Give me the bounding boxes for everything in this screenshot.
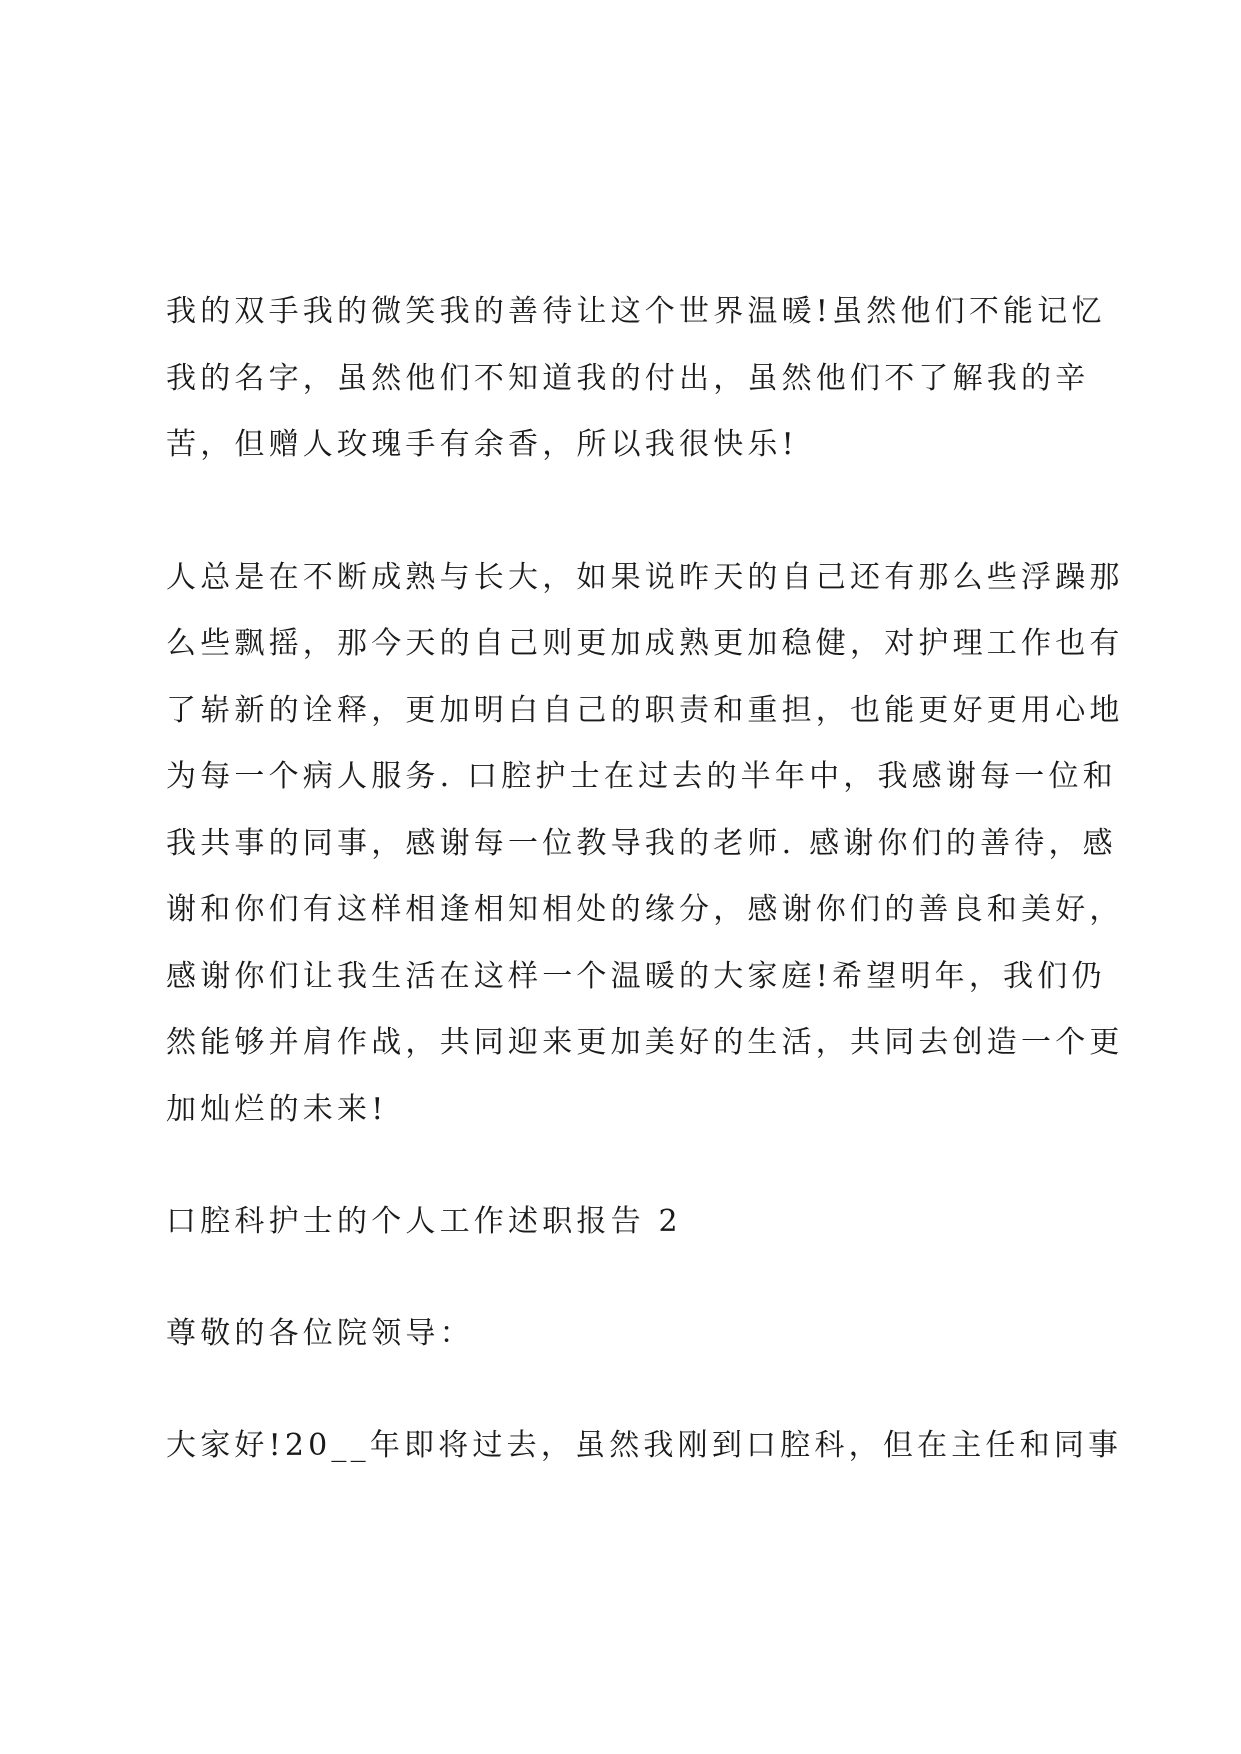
paragraph-2-line-4: 为每一个病人服务. 口腔护士在过去的半年中，我感谢每一位和 bbox=[166, 759, 1117, 794]
salutation: 尊敬的各位院领导： bbox=[166, 1316, 474, 1351]
paragraph-3-line-1: 大家好!20__年即将过去，虽然我刚到口腔科，但在主任和同事 bbox=[166, 1428, 1123, 1463]
paragraph-2-line-9: 加灿烂的未来! bbox=[166, 1092, 388, 1127]
paragraph-1-line-2: 我的名字，虽然他们不知道我的付出，虽然他们不了解我的辛 bbox=[166, 361, 1090, 396]
paragraph-1-line-1: 我的双手我的微笑我的善待让这个世界温暖!虽然他们不能记忆 bbox=[166, 294, 1106, 329]
section-title: 口腔科护士的个人工作述职报告 2 bbox=[166, 1204, 682, 1239]
paragraph-2-line-7: 感谢你们让我生活在这样一个温暖的大家庭!希望明年，我们仍 bbox=[166, 959, 1106, 994]
paragraph-2-line-6: 谢和你们有这样相逢相知相处的缘分，感谢你们的善良和美好， bbox=[166, 892, 1124, 927]
paragraph-2-line-2: 么些飘摇，那今天的自己则更加成熟更加稳健，对护理工作也有 bbox=[166, 626, 1124, 661]
paragraph-2-line-3: 了崭新的诠释，更加明白自己的职责和重担，也能更好更用心地 bbox=[166, 693, 1124, 728]
paragraph-2-line-8: 然能够并肩作战，共同迎来更加美好的生活，共同去创造一个更 bbox=[166, 1025, 1124, 1060]
paragraph-2-line-1: 人总是在不断成熟与长大，如果说昨天的自己还有那么些浮躁那 bbox=[166, 560, 1124, 595]
paragraph-1-line-3: 苦，但赠人玫瑰手有余香，所以我很快乐! bbox=[166, 427, 798, 462]
paragraph-2-line-5: 我共事的同事，感谢每一位教导我的老师. 感谢你们的善待，感 bbox=[166, 826, 1117, 861]
